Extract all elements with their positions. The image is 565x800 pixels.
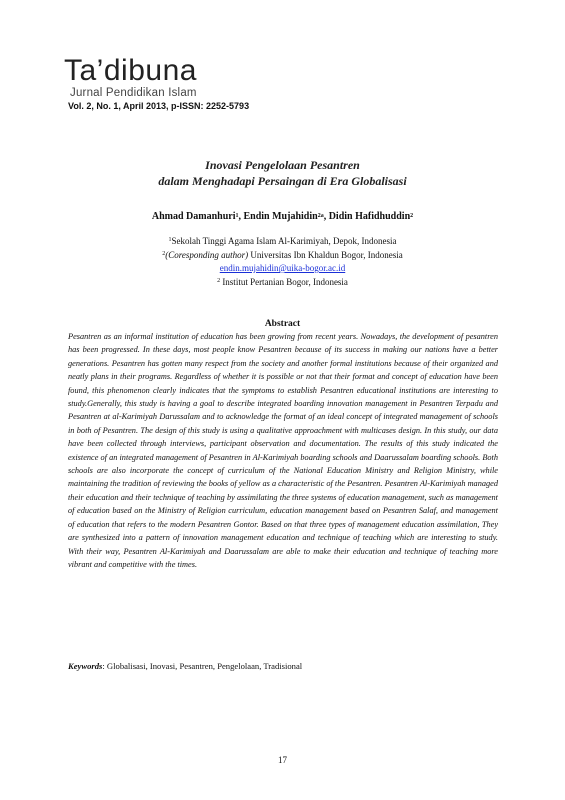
journal-title: Ta’dibuna [64, 54, 197, 87]
author-list [0, 210, 565, 224]
keywords-values: Globalisasi, Inovasi, Pesantren, Pengelolaan, Tradisional [106, 661, 303, 671]
journal-volume: Vol. 2, No. 1, April 2013, p-ISSN: 2252-5793 [68, 101, 250, 111]
affiliation-text: Sekolah Tinggi Agama Islam Al-Karimiyah, Depok, Indonesia [171, 236, 397, 246]
page-number: 17 [278, 755, 287, 765]
affiliation-text: Institut Pertanian Bogor, Indonesia [220, 276, 348, 287]
article-title [0, 157, 565, 189]
journal-subtitle: Jurnal Pendidikan Islam [70, 87, 197, 99]
author-affiliation-marker: 1 [235, 213, 239, 219]
keywords-label: Keywords [68, 661, 103, 671]
abstract-body: Pesantren as an informal institution of education has been growing from recent years. Nowadays, the development of pesantren has been progressed. In these days, most people know Pesantren because of its success in making our nations have a better generations. Pesantren has gotten many respect from the society and another formal institutions because of their organized and neatly plans in their programs. Regardless of whether it is possible or not that their format and concept of education have been found, this phenomenon clearly indicates that the symptoms to establish Pesantren educational institutions are interesting to study.Generally, this study is having a goal to describe integrated boarding innovation management in Pesantren Terpadu and Pesantren at al-Karimiyah Darussalam and to acknowledge the format of an ideal concept of integrated management of schools in both of Pesantren. The design of this study is using a qualitative approachment with multicases design. In this study, our data have been collected through interviews, participant observation and documentation. The results of this study indicated the existence of an integrated management of Pesantren in Al-Karimiyah boarding schools and Daarussalam boarding schools. Both schools are also incorporate the concept of curriculum of the National Education Ministry and Religion Ministry, while maintaining the tradition of reviewing the books of yellow as a characteristic of the Pesantren. Pesantren Al-Karimiyah managed their education and their technique of teaching by assimilating the three systems of education management, such as management of education based on the Ministry of Religion curriculum, education management based on Pesantren Salaf, and management of education that refers to the modern Pesantren Gontor. Based on that three types of management education assimilation, They are synthesized into a pattern of innovation management education and technique of teaching which are interesting to study. With their way, Pesantren Al-Karimiyah and Daarussalam are able to make their education and technique of teaching more vibrant and competitive with the times. [68, 332, 498, 569]
author-separator: , [238, 211, 244, 222]
affiliation-3 [0, 276, 565, 290]
author-affiliation-marker: 2a [317, 213, 324, 219]
affiliation-marker: 2 [162, 250, 166, 257]
author-name: Endin Mujahidin [243, 211, 318, 222]
keywords-separator: : [102, 661, 107, 671]
article-title-line-2: dalam Menghadapi Persaingan di Era Globalisasi [158, 174, 407, 188]
affiliation-1 [0, 235, 565, 249]
article-title-line-1: Inovasi Pengelolaan Pesantren [205, 158, 360, 172]
keywords-line [68, 660, 498, 672]
affiliation-list [0, 235, 565, 289]
author-affiliation-marker: 2 [410, 213, 414, 219]
affiliation-2 [0, 249, 565, 263]
affiliation-marker: 1 [168, 237, 172, 243]
abstract-heading: Abstract [264, 319, 301, 329]
author-separator: , [323, 211, 329, 222]
corresponding-email-row [0, 262, 565, 276]
author-name: Ahmad Damanhuri [151, 211, 236, 222]
corresponding-author-label: (Coresponding author) [165, 249, 249, 260]
author-name: Didin Hafidhuddin [328, 211, 411, 222]
corresponding-email-link[interactable]: endin.mujahidin@uika-bogor.ac.id [219, 263, 346, 273]
affiliation-marker: 2 [217, 277, 221, 284]
affiliation-text: Universitas Ibn Khaldun Bogor, Indonesia [248, 249, 403, 260]
